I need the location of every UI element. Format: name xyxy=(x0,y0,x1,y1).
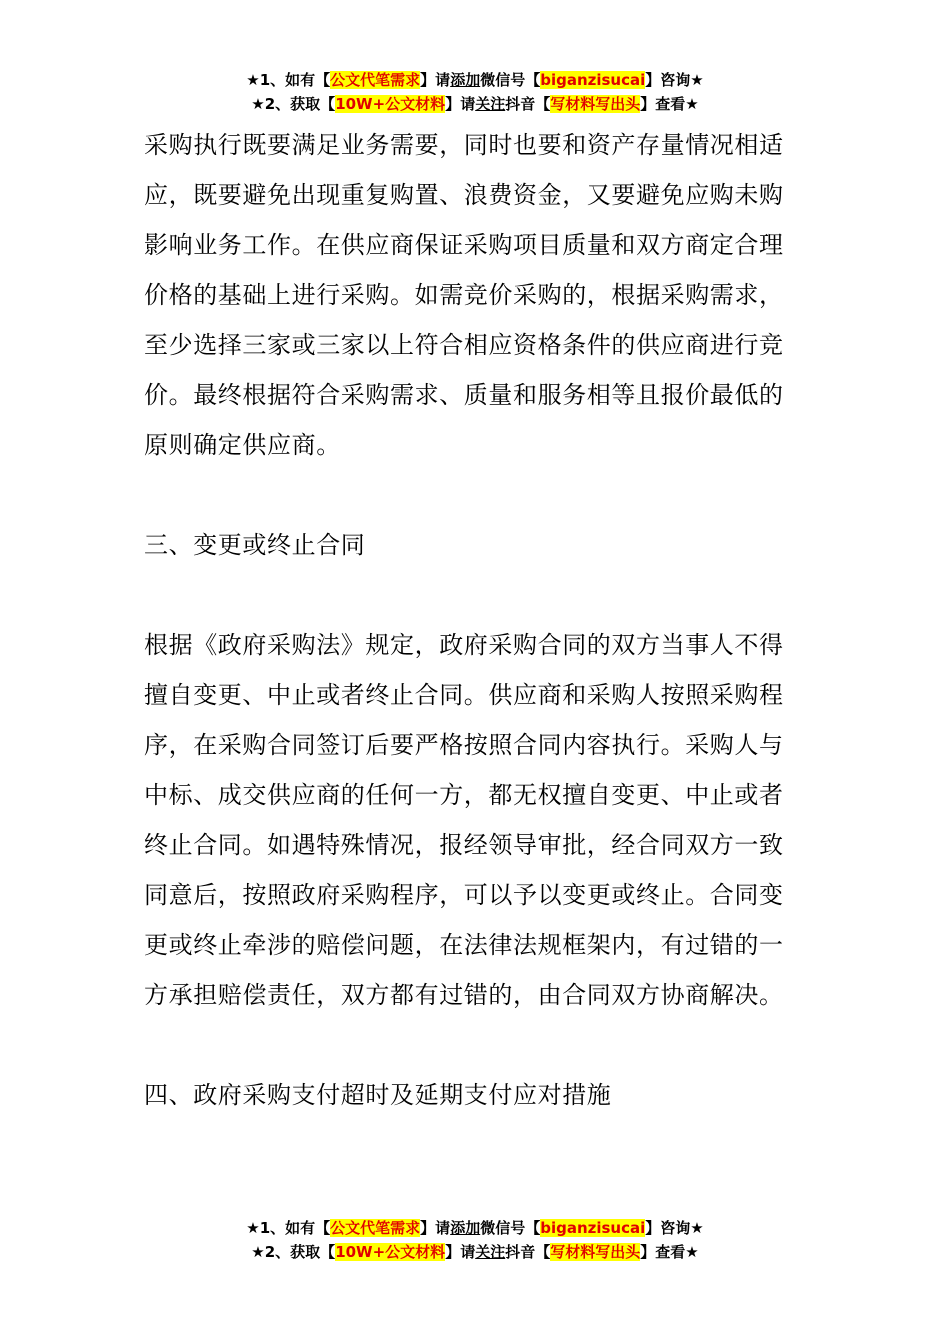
paragraph-gap xyxy=(144,470,808,520)
footer-banner xyxy=(0,1216,950,1264)
banner-text: 抖音【 xyxy=(505,1243,551,1261)
banner-text: 】请 xyxy=(445,1243,476,1261)
banner-text: 】查看★ xyxy=(640,95,699,113)
banner-text: 】请 xyxy=(420,1219,451,1237)
banner-line-1 xyxy=(0,1216,950,1240)
banner-text: ★2、获取【 xyxy=(251,1243,336,1261)
banner-line-1 xyxy=(0,68,950,92)
banner-text: 】咨询★ xyxy=(645,1219,704,1237)
banner-text: 微信号【 xyxy=(480,1219,541,1237)
banner-line-2 xyxy=(0,1240,950,1264)
banner-underlined: 关注 xyxy=(475,95,506,113)
banner-highlight: 公文代笔需求 xyxy=(330,1219,421,1237)
banner-highlight: 写材料写出头 xyxy=(550,95,641,113)
section-heading-4: 四、政府采购支付超时及延期支付应对措施 xyxy=(144,1081,612,1109)
banner-highlight: 10W+公文材料 xyxy=(335,1243,446,1261)
banner-text: ★1、如有【 xyxy=(246,71,331,89)
paragraph-gap xyxy=(144,1020,808,1070)
section-heading-3: 三、变更或终止合同 xyxy=(144,531,366,559)
banner-highlight: 10W+公文材料 xyxy=(335,95,446,113)
banner-highlight: biganzisucai xyxy=(540,71,646,89)
banner-text: 】查看★ xyxy=(640,1243,699,1261)
paragraph-contract-change: 根据《政府采购法》规定，政府采购合同的双方当事人不得擅自变更、中止或者终止合同。供应商和采购人按照采购程序，在采购合同签订后要严格按照合同内容执行。采购人与中标、成交供应商的任何一方，都无权擅自变更、中止或者终止合同。如遇特殊情况，报经领导审批，经合同双方一致同意后，按照政府采购程序，可以予以变更或终止。合同变更或终止牵涉的赔偿问题，在法律法规框架内，有过错的一方承担赔偿责任，双方都有过错的，由合同双方协商解决。 xyxy=(144,631,784,1009)
banner-text: 】请 xyxy=(420,71,451,89)
banner-underlined: 添加 xyxy=(450,71,481,89)
banner-text: 抖音【 xyxy=(505,95,551,113)
paragraph-gap xyxy=(144,570,808,620)
banner-highlight: 写材料写出头 xyxy=(550,1243,641,1261)
banner-line-2 xyxy=(0,92,950,116)
banner-text: 微信号【 xyxy=(480,71,541,89)
banner-text: ★1、如有【 xyxy=(246,1219,331,1237)
paragraph-procurement-execution: 采购执行既要满足业务需要，同时也要和资产存量情况相适应，既要避免出现重复购置、浪费资金，又要避免应购未购影响业务工作。在供应商保证采购项目质量和双方商定合理价格的基础上进行采购。如需竞价采购的，根据采购需求，至少选择三家或三家以上符合相应资格条件的供应商进行竞价。最终根据符合采购需求、质量和服务相等且报价最低的原则确定供应商。 xyxy=(144,131,784,459)
banner-text: 】请 xyxy=(445,95,476,113)
banner-underlined: 关注 xyxy=(475,1243,506,1261)
banner-text: 】咨询★ xyxy=(645,71,704,89)
banner-highlight: 公文代笔需求 xyxy=(330,71,421,89)
banner-highlight: biganzisucai xyxy=(540,1219,646,1237)
document-body xyxy=(144,120,808,1120)
banner-text: ★2、获取【 xyxy=(251,95,336,113)
header-banner xyxy=(0,68,950,116)
banner-underlined: 添加 xyxy=(450,1219,481,1237)
